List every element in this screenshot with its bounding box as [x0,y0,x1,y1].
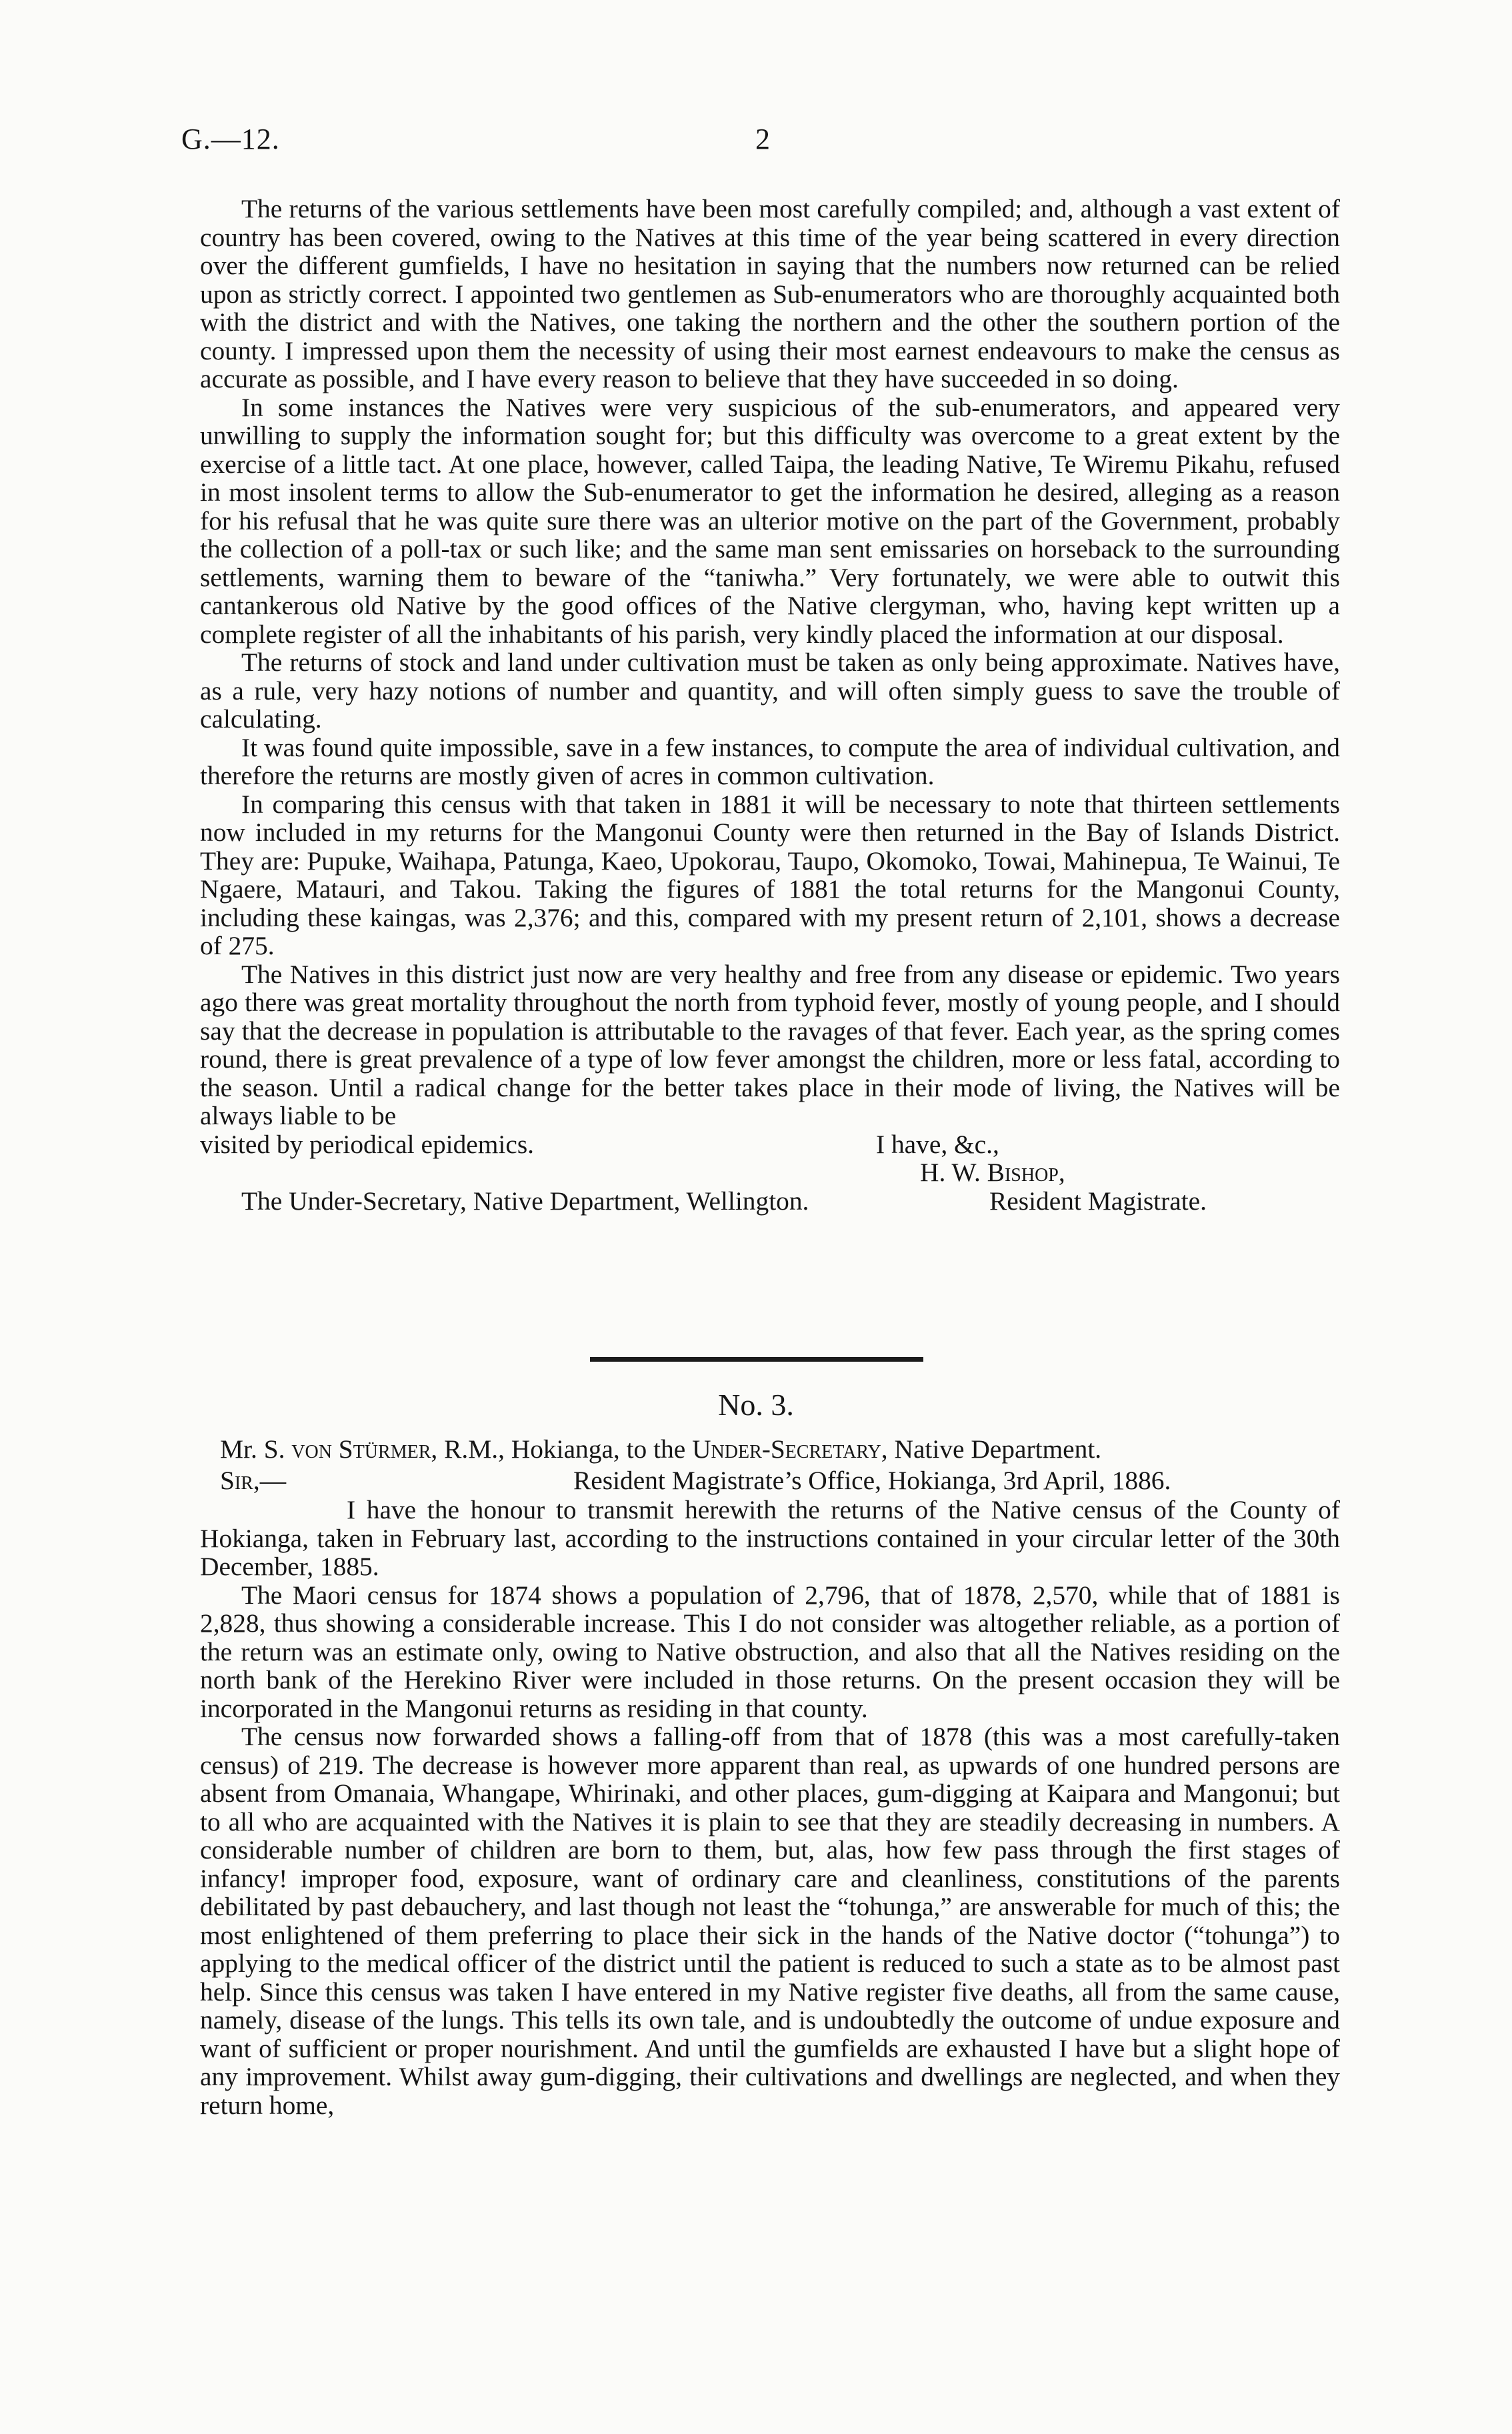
addressee: The Under-Secretary, Native Department, Wellington. [241,1186,809,1216]
paragraph: The census now forwarded shows a falling-off from that of 1878 (this was a most carefully-taken census) of 219. The decrease is however more apparent than real, as upwards of one hundred persons are absent from Omanaia, Whangape, Whirinaki, and other places, gum-digging at Kaipara and Mangonui; but to all who are acquainted with the Natives it is plain to see that they are steadily decreasing in numbers. A considerable number of children are born to them, but, alas, how few pass through the first stages of infancy! improper food, exposure, want of ordinary care and cleanliness, constitutions of the parents debilitated by past debauchery, and last though not least the “tohunga,” are answerable for much of this; the most enlightened of them preferring to place their sick in the hands of the Native doctor (“tohunga”) to applying to the medical officer of the district until the patient is reduced to such a state as to be almost past help. Since this census was taken I have entered in my Native register five deaths, all from the same cause, namely, disease of the lungs. This tells its own tale, and is undoubtedly the outcome of undue exposure and want of sufficient or proper nourishment. And until the gumfields are exhausted I have but a slight hope of any improvement. Whilst away gum-digging, their cultivations and dwellings are neglected, and when they return home, [200,1722,1340,2120]
closing-line [200,1130,1340,1159]
signature: H. W. Bishop, [920,1158,1065,1187]
signer-title: Resident Magistrate. [989,1186,1207,1216]
document-reference: G.—12. [181,123,280,155]
closing-phrase: I have, &c., [876,1129,999,1159]
paragraph: The Natives in this district just now are very healthy and free from any disease or epidemic. Two years ago there was great mortality throughout the north from typhoid fever, mostly of young people, and I should say that the decrease in population is attributable to the ravages of that fever. Each year, as the spring comes round, there is great prevalence of a type of low fever amongst the children, more or less fatal, according to the season. Until a radical change for the better takes place in their mode of living, the Natives will be always liable to be [200,959,1340,1130]
paragraph: I have the honour to transmit herewith the returns of the Native census of the County of Hokianga, taken in February last, according to the instructions contained in your circular letter of the 30th December, 1885. [200,1495,1340,1581]
paragraph: In comparing this census with that taken in 1881 it will be necessary to note that thirteen settlements now included in my returns for the Mangonui County were then returned in the Bay of Islands District. They are: Pupuke, Waihapa, Patunga, Kaeo, Upokorau, Taupo, Okomoko, Towai, Mahinepua, Te Wainui, Te Ngaere, Matauri, and Takou. Taking the figures of 1881 the total returns for the Mangonui County, including these kaingas, was 2,376; and this, compared with my present return of 2,101, shows a decrease of 275. [200,789,1340,960]
letter-heading [220,1434,1320,1464]
heading-recipient: Under-Secretary, [692,1434,888,1464]
paragraph: In some instances the Natives were very suspicious of the sub-enumerators, and appeared very unwilling to supply the information sought for; but this difficulty was overcome to a great extent by the exercise of a little tact. At one place, however, called Taipa, the leading Native, Te Wiremu Pikahu, refused in most insolent terms to allow the Sub-enumerator to get the information he desired, alleging as a reason for his refusal that he was quite sure there was an ulterior motive on the part of the Government, probably the collection of a poll-tax or such like; and the same man sent emissaries on horseback to the surrounding settlements, warning them to beware of the “taniwha.” Very fortunately, we were able to outwit this cantankerous old Native by the good offices of the Native clergyman, who, having kept written up a complete register of all the inhabitants of his parish, very kindly placed the information at our disposal. [200,392,1340,649]
heading-middle: R.M., Hokianga, to the [444,1434,686,1464]
last-line: visited by periodical epidemics. [200,1129,534,1159]
section-number: No. 3. [718,1388,794,1422]
heading-prefix: Mr. [220,1434,257,1464]
page-header [0,122,1512,169]
salutation-line [200,1465,1340,1495]
addressee-line [200,1187,1340,1216]
sender-address: Resident Magistrate’s Office, Hokianga, 3rd April, 1886. [573,1466,1171,1495]
part2-body [200,1496,1340,2119]
signature-line [200,1158,1340,1187]
part1-body [200,195,1340,1215]
paragraph: The Maori census for 1874 shows a population of 2,796, that of 1878, 2,570, while that of 1881 is 2,828, thus showing a considerable increase. This I do not consider was altogether reliable, as a portion of the return was an estimate only, owing to Native obstruction, and also that all the Natives residing on the north bank of the Herekino River were included in those returns. On the present occasion they will be incorporated in the Mangonui returns as residing in that county. [200,1580,1340,1723]
salutation: Sir,— [220,1466,287,1495]
section-divider [590,1357,923,1362]
paragraph: The returns of the various settlements have been most carefully compiled; and, although a vast extent of country has been covered, owing to the Natives at this time of the year being scattered in every direction over the different gumfields, I have no hesitation in saying that the numbers now returned can be relied upon as strictly correct. I appointed two gentlemen as Sub-enumerators who are thoroughly acquainted both with the district and with the Natives, one taking the northern and the other the southern portion of the county. I impressed upon them the necessity of using their most earnest endeavours to make the census as accurate as possible, and I have every reason to believe that they have succeeded in so doing. [200,194,1340,393]
heading-name: S. von Stürmer, [263,1434,438,1464]
page-number: 2 [755,123,770,155]
heading-suffix: Native Department. [894,1434,1102,1464]
paragraph: The returns of stock and land under cultivation must be taken as only being approximate. Natives have, as a rule, very hazy notions of number and quantity, and will often simply guess to save the trouble of calculating. [200,648,1340,734]
paragraph: It was found quite impossible, save in a few instances, to compute the area of individual cultivation, and therefore the returns are mostly given of acres in common cultivation. [200,732,1340,790]
